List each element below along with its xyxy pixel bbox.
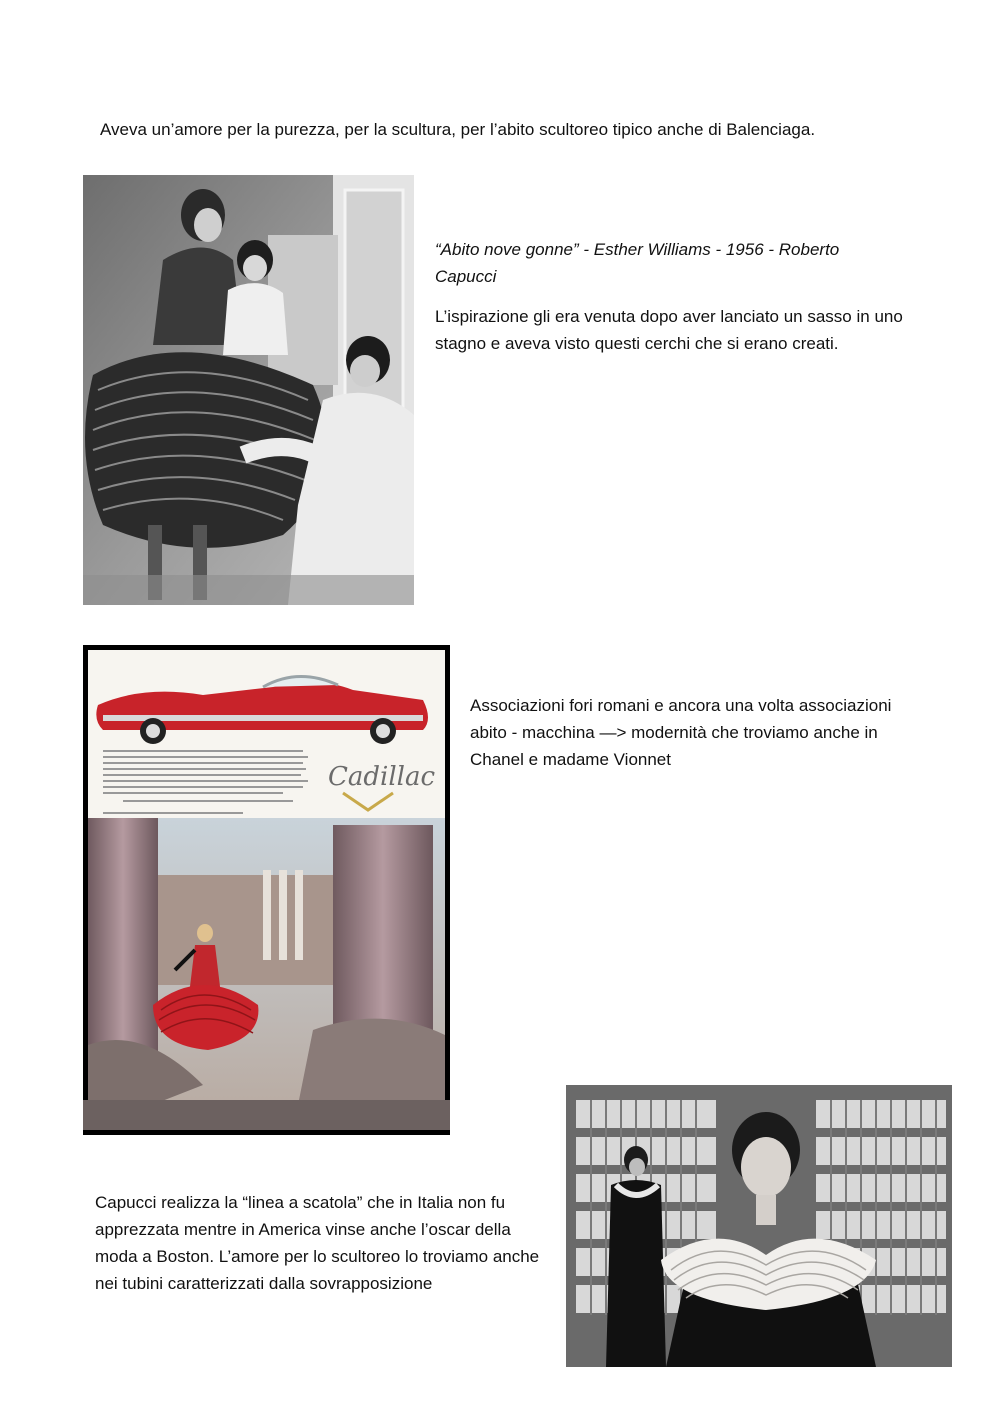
photo-abito-nove-gonne: [83, 175, 414, 605]
svg-text:Cadillac: Cadillac: [328, 762, 436, 792]
photo-cadillac-ad: [83, 645, 450, 1135]
section1-title: “Abito nove gonne” - Esther Williams - 1956 - Roberto Capucci: [435, 240, 840, 286]
intro-text: Aveva un’amore per la purezza, per la scultura, per l’abito scultoreo tipico anche di Balenciaga.: [100, 120, 816, 139]
photo-linea-a-scatola: [566, 1085, 952, 1367]
section3-body: Capucci realizza la “linea a scatola” che in Italia non fu apprezzata mentre in America vinse anche l’oscar della moda a Boston. L’amore per lo scultoreo lo troviamo anche nei tubini caratterizzati dalla sovrapposizione: [95, 1193, 540, 1293]
section2-body: Associazioni fori romani e ancora una volta associazioni abito - macchina —> modernità che troviamo anche in Chanel e madame Vionnet: [470, 696, 892, 769]
section1-body: L’ispirazione gli era venuta dopo aver lanciato un sasso in uno stagno e aveva visto questi cerchi che si erano creati.: [435, 307, 903, 353]
